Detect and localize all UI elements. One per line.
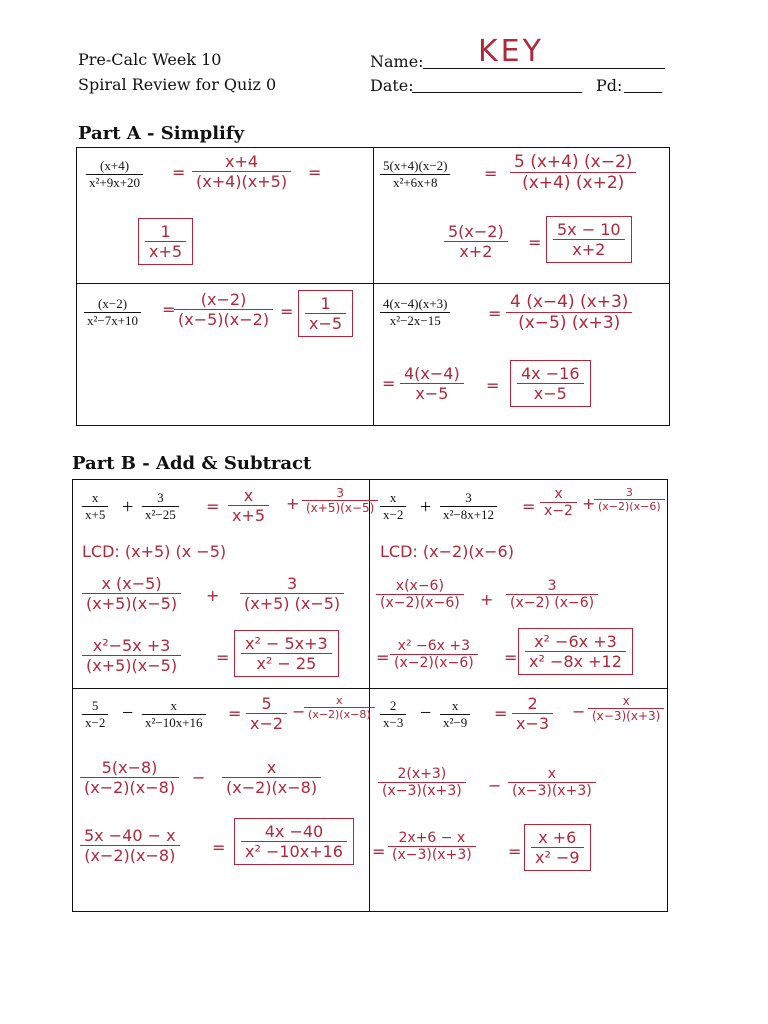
printed-fraction xyxy=(82,490,108,523)
denominator: (x−2)(x−6) xyxy=(598,500,661,513)
period-label: Pd: xyxy=(596,76,623,95)
numerator: 3 xyxy=(594,486,665,500)
numerator: x xyxy=(540,486,577,503)
work-fraction xyxy=(588,694,664,723)
numerator: 5 (x+4) (x−2) xyxy=(510,152,636,173)
work-fraction xyxy=(304,694,375,721)
denominator: x² −10x+16 xyxy=(245,842,343,861)
denominator: x²+9x+20 xyxy=(89,175,141,190)
equals-sign: = xyxy=(484,164,498,183)
numerator: 4(x−4)(x+3) xyxy=(380,296,450,313)
equals-sign: = xyxy=(504,648,518,667)
answer-box xyxy=(138,218,193,265)
answer-box xyxy=(510,360,591,407)
numerator: 4x −16 xyxy=(517,364,584,384)
denominator: x−2 xyxy=(544,503,573,519)
denominator: (x+4)(x+5) xyxy=(196,172,288,191)
printed-fraction xyxy=(84,296,141,329)
printed-fraction xyxy=(440,490,497,523)
work-fraction xyxy=(512,694,553,733)
printed-fraction xyxy=(142,490,179,523)
equals-sign: = xyxy=(372,842,386,861)
lcd-note: LCD: (x−2)(x−6) xyxy=(380,542,514,561)
denominator: (x−3)(x+3) xyxy=(512,783,592,799)
numerator: 5(x−2) xyxy=(444,222,508,242)
plus-sign: + xyxy=(122,496,134,518)
equals-sign: = xyxy=(172,163,186,182)
numerator: 5 xyxy=(82,698,108,715)
numerator: 5x −40 − x xyxy=(80,826,180,846)
numerator: 3 xyxy=(142,490,179,507)
equals-sign: = xyxy=(486,376,500,395)
numerator: x +6 xyxy=(531,828,584,848)
numerator: 3 xyxy=(506,578,598,595)
work-fraction xyxy=(506,578,598,611)
denominator: (x−2)(x−8) xyxy=(84,778,176,797)
denominator: x+5 xyxy=(149,242,183,261)
minus-sign: − xyxy=(420,702,432,724)
work-fraction xyxy=(240,574,344,613)
work-fraction xyxy=(246,694,287,733)
work-fraction xyxy=(376,578,464,611)
equals-sign: = xyxy=(528,233,542,252)
denominator: x−5 xyxy=(533,384,567,403)
work-fraction xyxy=(388,830,476,863)
denominator: x−2 xyxy=(383,507,404,522)
denominator: (x−3)(x+3) xyxy=(382,783,462,799)
denominator: (x−3)(x+3) xyxy=(392,847,472,863)
grid-divider xyxy=(77,283,669,284)
work-fraction xyxy=(378,766,466,799)
work-fraction xyxy=(444,222,508,261)
work-fraction xyxy=(510,152,636,193)
denominator: x²−2x−15 xyxy=(389,313,441,328)
printed-fraction xyxy=(380,158,450,191)
denominator: x−5 xyxy=(309,314,343,333)
numerator: 3 xyxy=(240,574,344,594)
name-line xyxy=(423,68,665,69)
numerator: 5(x+4)(x−2) xyxy=(380,158,450,175)
denominator: x−2 xyxy=(85,715,106,730)
numerator: 3 xyxy=(302,486,378,501)
grid-divider xyxy=(73,688,667,689)
date-line xyxy=(412,92,582,93)
denominator: x+2 xyxy=(572,240,606,259)
numerator: 2 xyxy=(512,694,553,714)
denominator: (x−2)(x−8) xyxy=(226,778,318,797)
denominator: x−3 xyxy=(516,714,550,733)
denominator: x+5 xyxy=(232,506,266,525)
numerator: x xyxy=(228,486,269,506)
printed-fraction xyxy=(380,296,450,329)
numerator: x xyxy=(588,694,664,709)
numerator: x+4 xyxy=(192,152,291,172)
numerator: x xyxy=(222,758,321,778)
denominator: (x+5)(x−5) xyxy=(306,501,375,515)
work-fraction xyxy=(222,758,321,797)
work-fraction xyxy=(390,638,478,671)
minus-sign: − xyxy=(292,702,306,721)
lcd-note: LCD: (x+5) (x −5) xyxy=(82,542,227,561)
numerator: x xyxy=(440,698,470,715)
work-fraction xyxy=(82,574,181,613)
work-fraction xyxy=(192,152,291,191)
printed-fraction xyxy=(380,698,406,731)
denominator: x+2 xyxy=(459,242,493,261)
denominator: (x−5) (x+3) xyxy=(518,313,621,333)
denominator: x+5 xyxy=(85,507,106,522)
answer-box xyxy=(524,824,591,871)
grid-divider xyxy=(373,148,374,425)
denominator: (x+5)(x−5) xyxy=(86,656,178,675)
denominator: (x−2) (x−6) xyxy=(510,595,595,611)
numerator: 2x+6 − x xyxy=(388,830,476,847)
equals-sign: = xyxy=(488,304,502,323)
numerator: x²−5x +3 xyxy=(82,636,181,656)
printed-fraction xyxy=(380,490,406,523)
equals-sign: = xyxy=(206,497,220,516)
printed-fraction xyxy=(82,698,108,731)
equals-sign: = xyxy=(508,842,522,861)
part-b-title: Part B - Add & Subtract xyxy=(72,453,312,474)
numerator: 4x −40 xyxy=(241,822,347,842)
work-fraction xyxy=(228,486,269,525)
numerator: x(x−6) xyxy=(376,578,464,595)
equals-sign: = xyxy=(382,374,396,393)
numerator: x² −6x +3 xyxy=(390,638,478,655)
numerator: x² − 5x+3 xyxy=(241,634,332,654)
part-a-title: Part A - Simplify xyxy=(78,123,245,144)
denominator: (x+5) (x−5) xyxy=(244,594,341,613)
period-line xyxy=(624,92,662,93)
numerator: 1 xyxy=(145,222,186,242)
printed-fraction xyxy=(440,698,470,731)
answer-box xyxy=(518,628,633,675)
plus-sign: + xyxy=(206,586,220,605)
name-value: KEY xyxy=(478,34,544,69)
minus-sign: − xyxy=(572,702,586,721)
denominator: (x−2)(x−8) xyxy=(84,846,176,865)
denominator: x−3 xyxy=(383,715,404,730)
numerator: (x+4) xyxy=(86,158,143,175)
numerator: x xyxy=(82,490,108,507)
numerator: x xyxy=(304,694,375,708)
name-label: Name: xyxy=(370,52,424,71)
numerator: 5 xyxy=(246,694,287,714)
work-fraction xyxy=(506,292,632,333)
denominator: x² − 25 xyxy=(256,654,317,673)
denominator: (x−3)(x+3) xyxy=(592,709,661,723)
work-fraction xyxy=(80,826,180,865)
plus-sign: + xyxy=(286,494,300,513)
equals-sign: = xyxy=(216,648,230,667)
numerator: 2(x+3) xyxy=(378,766,466,783)
numerator: x xyxy=(142,698,206,715)
denominator: x²−10x+16 xyxy=(145,715,203,730)
denominator: x−5 xyxy=(415,384,449,403)
printed-fraction xyxy=(142,698,206,731)
numerator: x (x−5) xyxy=(82,574,181,594)
equals-sign: = xyxy=(228,704,242,723)
numerator: 4(x−4) xyxy=(400,364,464,384)
denominator: x²−7x+10 xyxy=(87,313,139,328)
equals-sign: = xyxy=(162,300,176,319)
work-fraction xyxy=(82,636,181,675)
equals-sign: = xyxy=(280,302,294,321)
numerator: 4 (x−4) (x+3) xyxy=(506,292,632,313)
minus-sign: − xyxy=(122,702,134,724)
numerator: 5x − 10 xyxy=(553,220,625,240)
numerator: (x−2) xyxy=(84,296,141,313)
denominator: (x−2)(x−8) xyxy=(308,708,371,721)
work-fraction xyxy=(302,486,378,515)
work-fraction xyxy=(174,290,273,329)
equals-sign: = xyxy=(212,838,226,857)
answer-box xyxy=(234,630,339,677)
numerator: x xyxy=(508,766,596,783)
work-fraction xyxy=(594,486,665,513)
equals-sign: = xyxy=(376,648,390,667)
work-fraction xyxy=(540,486,577,519)
numerator: (x−2) xyxy=(174,290,273,310)
work-fraction xyxy=(400,364,464,403)
plus-sign: + xyxy=(420,496,432,518)
answer-box xyxy=(298,290,353,337)
numerator: 3 xyxy=(440,490,497,507)
printed-fraction xyxy=(86,158,143,191)
equals-sign: = xyxy=(308,163,322,182)
minus-sign: − xyxy=(488,776,502,795)
denominator: (x−5)(x−2) xyxy=(178,310,270,329)
date-label: Date: xyxy=(370,76,414,95)
numerator: 2 xyxy=(380,698,406,715)
numerator: 5(x−8) xyxy=(80,758,179,778)
numerator: 1 xyxy=(305,294,346,314)
denominator: (x−2)(x−6) xyxy=(394,655,474,671)
denominator: x²−25 xyxy=(145,507,176,522)
numerator: x xyxy=(380,490,406,507)
numerator: x² −6x +3 xyxy=(525,632,626,652)
equals-sign: = xyxy=(522,497,536,516)
answer-box xyxy=(234,818,354,865)
denominator: (x+5)(x−5) xyxy=(86,594,178,613)
work-fraction xyxy=(80,758,179,797)
denominator: x²−9 xyxy=(443,715,468,730)
denominator: x² −8x +12 xyxy=(529,652,622,671)
course-title: Pre-Calc Week 10 xyxy=(78,50,222,69)
answer-box xyxy=(546,216,632,263)
denominator: x²+6x+8 xyxy=(392,175,438,190)
plus-sign: + xyxy=(582,494,596,513)
work-fraction xyxy=(508,766,596,799)
plus-sign: + xyxy=(480,590,494,609)
minus-sign: − xyxy=(192,768,206,787)
denominator: x²−8x+12 xyxy=(443,507,495,522)
denominator: x² −9 xyxy=(535,848,580,867)
denominator: (x−2)(x−6) xyxy=(380,595,460,611)
denominator: x−2 xyxy=(250,714,284,733)
denominator: (x+4) (x+2) xyxy=(522,173,625,193)
equals-sign: = xyxy=(494,704,508,723)
worksheet-subtitle: Spiral Review for Quiz 0 xyxy=(78,75,277,94)
